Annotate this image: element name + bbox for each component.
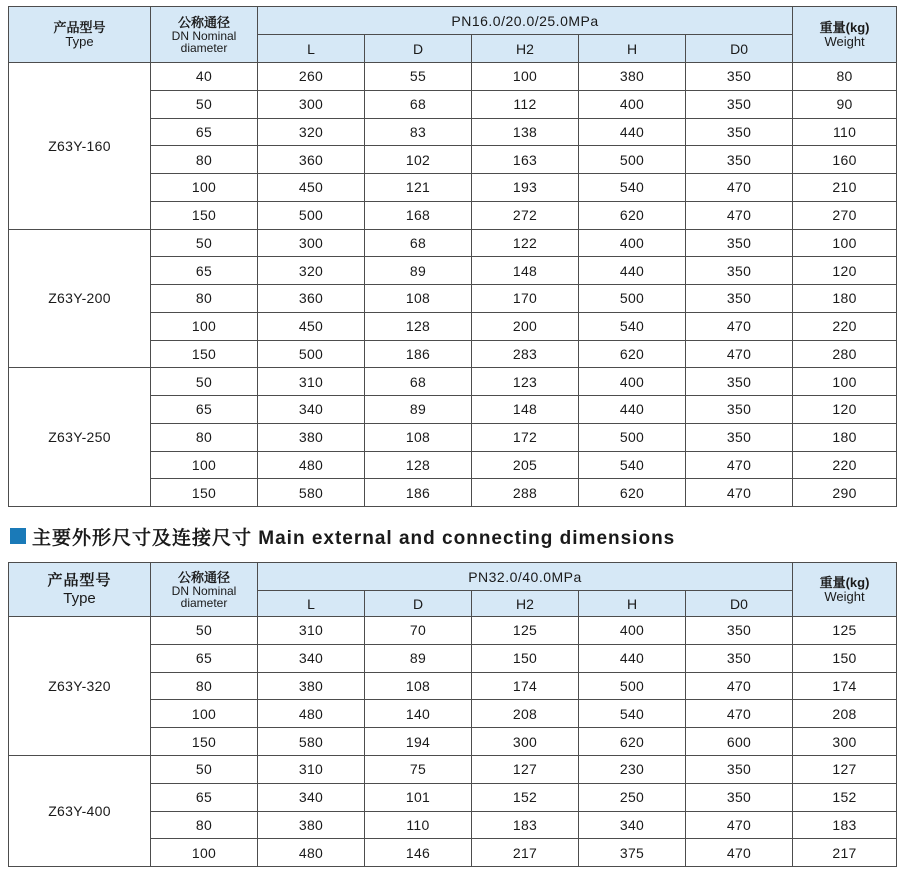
- h2-cell: 174: [472, 672, 579, 700]
- d-cell: 110: [365, 811, 472, 839]
- l-cell: 260: [258, 63, 365, 91]
- dn-cell: 100: [151, 312, 258, 340]
- h2-cell: 200: [472, 312, 579, 340]
- weight-cell: 208: [793, 700, 897, 728]
- h2-cell: 208: [472, 700, 579, 728]
- h2-cell: 217: [472, 839, 579, 867]
- weight-cell: 150: [793, 644, 897, 672]
- type-cell: Z63Y-160: [9, 63, 151, 230]
- h-cell: 620: [579, 479, 686, 507]
- dn-cell: 50: [151, 617, 258, 645]
- d-cell: 70: [365, 617, 472, 645]
- dn-cell: 150: [151, 479, 258, 507]
- h2-cell: 123: [472, 368, 579, 396]
- header-col-d: D: [365, 591, 472, 617]
- weight-cell: 210: [793, 174, 897, 202]
- l-cell: 480: [258, 839, 365, 867]
- dn-cell: 100: [151, 700, 258, 728]
- weight-cell: 110: [793, 118, 897, 146]
- h2-cell: 138: [472, 118, 579, 146]
- weight-cell: 270: [793, 201, 897, 229]
- header-col-h: H: [579, 591, 686, 617]
- h-cell: 620: [579, 340, 686, 368]
- dn-cell: 150: [151, 340, 258, 368]
- header-col-d0: D0: [686, 591, 793, 617]
- d0-cell: 470: [686, 811, 793, 839]
- l-cell: 320: [258, 118, 365, 146]
- dn-cell: 80: [151, 146, 258, 174]
- d-cell: 101: [365, 783, 472, 811]
- weight-cell: 220: [793, 451, 897, 479]
- spec-table-pn32-40: [8, 562, 897, 867]
- header-type-en: Type: [63, 589, 96, 607]
- d-cell: 68: [365, 229, 472, 257]
- d0-cell: 350: [686, 257, 793, 285]
- h-cell: 440: [579, 257, 686, 285]
- d-cell: 146: [365, 839, 472, 867]
- h2-cell: 163: [472, 146, 579, 174]
- d0-cell: 350: [686, 617, 793, 645]
- weight-cell: 90: [793, 90, 897, 118]
- d0-cell: 350: [686, 368, 793, 396]
- d0-cell: 600: [686, 728, 793, 756]
- d0-cell: 350: [686, 783, 793, 811]
- d0-cell: 350: [686, 146, 793, 174]
- header-dn: [151, 7, 258, 63]
- d0-cell: 350: [686, 396, 793, 424]
- header-dn-en2: diameter: [180, 41, 228, 55]
- d-cell: 108: [365, 285, 472, 313]
- d0-cell: 350: [686, 229, 793, 257]
- d-cell: 89: [365, 257, 472, 285]
- h-cell: 540: [579, 174, 686, 202]
- dn-cell: 65: [151, 396, 258, 424]
- h2-cell: 283: [472, 340, 579, 368]
- table-row: [9, 229, 897, 257]
- l-cell: 500: [258, 201, 365, 229]
- d0-cell: 350: [686, 63, 793, 91]
- header-weight-zh: 重量(kg): [819, 20, 870, 35]
- d0-cell: 350: [686, 118, 793, 146]
- type-cell: Z63Y-200: [9, 229, 151, 368]
- h-cell: 400: [579, 229, 686, 257]
- weight-cell: 217: [793, 839, 897, 867]
- dn-cell: 65: [151, 644, 258, 672]
- h2-cell: 122: [472, 229, 579, 257]
- dn-cell: 150: [151, 201, 258, 229]
- h2-cell: 183: [472, 811, 579, 839]
- type-cell: Z63Y-400: [9, 755, 151, 866]
- l-cell: 580: [258, 479, 365, 507]
- weight-cell: 180: [793, 423, 897, 451]
- l-cell: 500: [258, 340, 365, 368]
- d-cell: 128: [365, 312, 472, 340]
- weight-cell: 125: [793, 617, 897, 645]
- table-body: [9, 63, 897, 507]
- header-col-l: L: [258, 35, 365, 63]
- h2-cell: 193: [472, 174, 579, 202]
- d-cell: 108: [365, 423, 472, 451]
- weight-cell: 180: [793, 285, 897, 313]
- h2-cell: 288: [472, 479, 579, 507]
- d-cell: 75: [365, 755, 472, 783]
- d0-cell: 350: [686, 755, 793, 783]
- d-cell: 128: [365, 451, 472, 479]
- header-pressure: PN16.0/20.0/25.0MPa: [258, 7, 793, 35]
- d-cell: 186: [365, 479, 472, 507]
- dn-cell: 65: [151, 257, 258, 285]
- d0-cell: 350: [686, 423, 793, 451]
- d-cell: 102: [365, 146, 472, 174]
- d0-cell: 470: [686, 700, 793, 728]
- h-cell: 375: [579, 839, 686, 867]
- spec-table-pn16-25: [8, 6, 897, 507]
- dn-cell: 50: [151, 368, 258, 396]
- dn-cell: 65: [151, 783, 258, 811]
- weight-cell: 152: [793, 783, 897, 811]
- table-row: [9, 63, 897, 91]
- header-type-en: Type: [65, 34, 94, 49]
- section-title: [10, 523, 675, 549]
- l-cell: 360: [258, 285, 365, 313]
- dn-cell: 50: [151, 90, 258, 118]
- h2-cell: 125: [472, 617, 579, 645]
- h-cell: 500: [579, 146, 686, 174]
- d0-cell: 470: [686, 312, 793, 340]
- weight-cell: 174: [793, 672, 897, 700]
- d-cell: 140: [365, 700, 472, 728]
- dn-cell: 40: [151, 63, 258, 91]
- header-dn: [151, 563, 258, 617]
- h2-cell: 112: [472, 90, 579, 118]
- weight-cell: 220: [793, 312, 897, 340]
- l-cell: 340: [258, 396, 365, 424]
- weight-cell: 120: [793, 257, 897, 285]
- h2-cell: 300: [472, 728, 579, 756]
- h-cell: 440: [579, 644, 686, 672]
- h-cell: 500: [579, 672, 686, 700]
- l-cell: 450: [258, 174, 365, 202]
- dn-cell: 80: [151, 423, 258, 451]
- d0-cell: 350: [686, 644, 793, 672]
- d-cell: 194: [365, 728, 472, 756]
- dn-cell: 100: [151, 451, 258, 479]
- dn-cell: 80: [151, 285, 258, 313]
- table-body: [9, 617, 897, 867]
- d0-cell: 470: [686, 672, 793, 700]
- d0-cell: 470: [686, 174, 793, 202]
- h-cell: 400: [579, 368, 686, 396]
- h2-cell: 148: [472, 396, 579, 424]
- header-col-h2: H2: [472, 35, 579, 63]
- weight-cell: 160: [793, 146, 897, 174]
- l-cell: 310: [258, 617, 365, 645]
- d0-cell: 350: [686, 285, 793, 313]
- h-cell: 230: [579, 755, 686, 783]
- d0-cell: 470: [686, 479, 793, 507]
- l-cell: 340: [258, 644, 365, 672]
- header-weight: [793, 563, 897, 617]
- h-cell: 400: [579, 617, 686, 645]
- weight-cell: 290: [793, 479, 897, 507]
- h2-cell: 170: [472, 285, 579, 313]
- h-cell: 500: [579, 423, 686, 451]
- l-cell: 380: [258, 811, 365, 839]
- weight-cell: 300: [793, 728, 897, 756]
- header-type-zh: 产品型号: [47, 571, 112, 589]
- h-cell: 440: [579, 118, 686, 146]
- h-cell: 340: [579, 811, 686, 839]
- section-title-text: 主要外形尺寸及连接尺寸 Main external and connecting dimensions: [32, 527, 676, 549]
- dn-cell: 80: [151, 811, 258, 839]
- d-cell: 108: [365, 672, 472, 700]
- d0-cell: 350: [686, 90, 793, 118]
- header-type: [9, 7, 151, 63]
- l-cell: 320: [258, 257, 365, 285]
- d-cell: 89: [365, 396, 472, 424]
- l-cell: 580: [258, 728, 365, 756]
- type-cell: Z63Y-320: [9, 617, 151, 756]
- h2-cell: 148: [472, 257, 579, 285]
- dn-cell: 100: [151, 839, 258, 867]
- header-col-d0: D0: [686, 35, 793, 63]
- table-row: [9, 755, 897, 783]
- l-cell: 380: [258, 672, 365, 700]
- header-col-l: L: [258, 591, 365, 617]
- table-row: [9, 368, 897, 396]
- h-cell: 400: [579, 90, 686, 118]
- header-dn-en1: DN Nominal: [171, 29, 237, 43]
- weight-cell: 120: [793, 396, 897, 424]
- l-cell: 310: [258, 755, 365, 783]
- d-cell: 55: [365, 63, 472, 91]
- header-weight-en: Weight: [824, 589, 865, 604]
- weight-cell: 280: [793, 340, 897, 368]
- table-row: [9, 617, 897, 645]
- header-type-zh: 产品型号: [53, 20, 106, 35]
- d0-cell: 470: [686, 201, 793, 229]
- l-cell: 340: [258, 783, 365, 811]
- d-cell: 68: [365, 368, 472, 396]
- d0-cell: 470: [686, 839, 793, 867]
- header-col-h2: H2: [472, 591, 579, 617]
- h2-cell: 272: [472, 201, 579, 229]
- header-dn-en1: DN Nominal: [171, 584, 237, 598]
- h-cell: 380: [579, 63, 686, 91]
- l-cell: 360: [258, 146, 365, 174]
- header-weight-zh: 重量(kg): [819, 575, 870, 590]
- header-col-d: D: [365, 35, 472, 63]
- h-cell: 620: [579, 728, 686, 756]
- d-cell: 168: [365, 201, 472, 229]
- d-cell: 68: [365, 90, 472, 118]
- l-cell: 480: [258, 451, 365, 479]
- h-cell: 540: [579, 451, 686, 479]
- h2-cell: 150: [472, 644, 579, 672]
- weight-cell: 100: [793, 229, 897, 257]
- header-dn-zh: 公称通径: [177, 15, 230, 30]
- d0-cell: 470: [686, 451, 793, 479]
- type-cell: Z63Y-250: [9, 368, 151, 507]
- l-cell: 310: [258, 368, 365, 396]
- l-cell: 480: [258, 700, 365, 728]
- header-weight-en: Weight: [824, 34, 865, 49]
- h2-cell: 127: [472, 755, 579, 783]
- header-dn-zh: 公称通径: [177, 570, 230, 585]
- h-cell: 540: [579, 312, 686, 340]
- header-weight: [793, 7, 897, 63]
- d-cell: 186: [365, 340, 472, 368]
- h2-cell: 172: [472, 423, 579, 451]
- d0-cell: 470: [686, 340, 793, 368]
- h2-cell: 152: [472, 783, 579, 811]
- dn-cell: 100: [151, 174, 258, 202]
- h-cell: 440: [579, 396, 686, 424]
- d-cell: 83: [365, 118, 472, 146]
- dn-cell: 50: [151, 229, 258, 257]
- l-cell: 300: [258, 229, 365, 257]
- h-cell: 250: [579, 783, 686, 811]
- h-cell: 620: [579, 201, 686, 229]
- dn-cell: 150: [151, 728, 258, 756]
- header-type: [9, 563, 151, 617]
- h-cell: 500: [579, 285, 686, 313]
- h2-cell: 205: [472, 451, 579, 479]
- l-cell: 450: [258, 312, 365, 340]
- weight-cell: 127: [793, 755, 897, 783]
- dn-cell: 65: [151, 118, 258, 146]
- d-cell: 121: [365, 174, 472, 202]
- h-cell: 540: [579, 700, 686, 728]
- header-dn-en2: diameter: [180, 596, 228, 610]
- h2-cell: 100: [472, 63, 579, 91]
- header-col-h: H: [579, 35, 686, 63]
- weight-cell: 80: [793, 63, 897, 91]
- weight-cell: 183: [793, 811, 897, 839]
- header-pressure: PN32.0/40.0MPa: [258, 563, 793, 591]
- l-cell: 380: [258, 423, 365, 451]
- dn-cell: 50: [151, 755, 258, 783]
- square-bullet-icon: [10, 528, 26, 544]
- weight-cell: 100: [793, 368, 897, 396]
- dn-cell: 80: [151, 672, 258, 700]
- l-cell: 300: [258, 90, 365, 118]
- d-cell: 89: [365, 644, 472, 672]
